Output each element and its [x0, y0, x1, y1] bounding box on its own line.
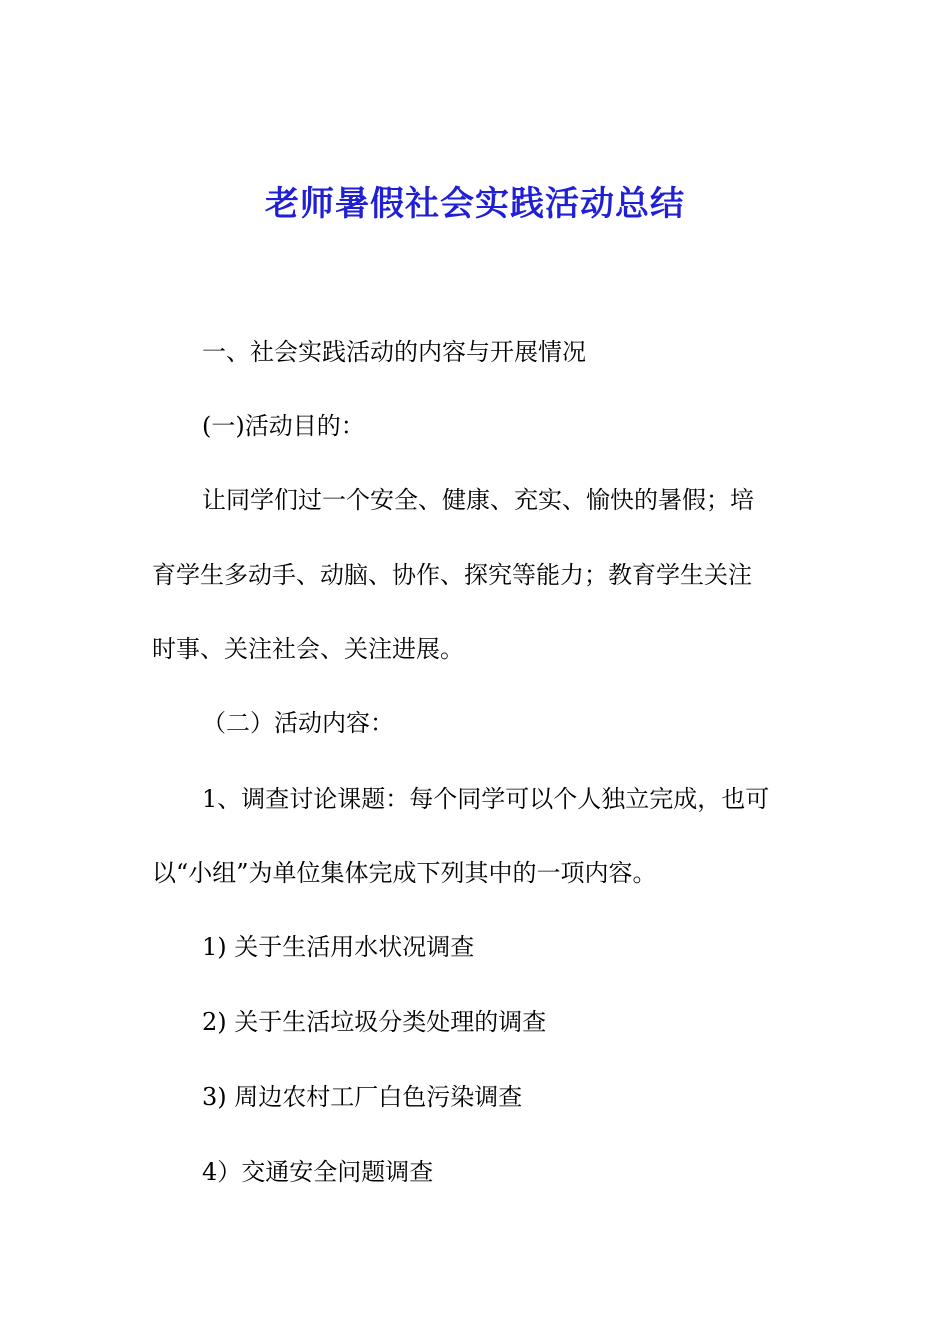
- paragraph-line: 育学生多动手、动脑、协作、探究等能力；教育学生关注: [152, 561, 752, 589]
- subsection-heading-purpose: (一)活动目的：: [202, 412, 365, 440]
- document-title: 老师暑假社会实践活动总结: [265, 184, 685, 224]
- paragraph-line: 时事、关注社会、关注进展。: [152, 635, 464, 663]
- list-item: 1) 关于生活用水状况调查: [202, 933, 475, 961]
- list-item: 2) 关于生活垃圾分类处理的调查: [202, 1008, 547, 1036]
- paragraph-line: 1、调查讨论课题：每个同学可以个人独立完成，也可: [202, 785, 770, 813]
- list-item: 4）交通安全问题调查: [202, 1158, 434, 1186]
- section-heading: 一、社会实践活动的内容与开展情况: [202, 338, 586, 366]
- list-item: 3) 周边农村工厂白色污染调查: [202, 1083, 523, 1111]
- subsection-heading-content: （二）活动内容：: [202, 709, 394, 737]
- paragraph-line: 让同学们过一个安全、健康、充实、愉快的暑假；培: [202, 486, 754, 514]
- paragraph-line: 以“小组”为单位集体完成下列其中的一项内容。: [152, 859, 657, 887]
